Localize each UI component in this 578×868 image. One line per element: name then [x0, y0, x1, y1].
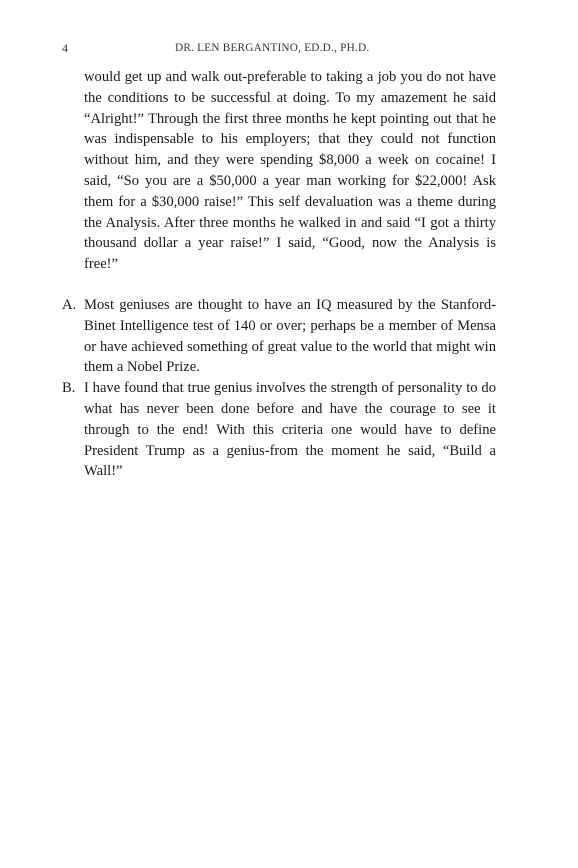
- list-item-b-text: I have found that true genius involves the strength of personality to do what has never been done before and have the courage to see it through to the end! With this criteria one would have to define President Trump as a genius-from the moment he said, “Build a Wall!”: [84, 380, 496, 480]
- list-marker-a: A.: [62, 297, 77, 313]
- lettered-list: [62, 295, 496, 482]
- page-number: 4: [62, 41, 68, 55]
- running-head: DR. LEN BERGANTINO, ED.D., PH.D.: [175, 42, 370, 54]
- page-header: [0, 40, 578, 56]
- body-paragraph: would get up and walk out-preferable to taking a job you do not have the conditions to be successful at doing. To my amazement he said “Alright!” Through the first three months he kept pointing out that he was indispensable to his employers; that they could not function without him, and they were spending $8,000 a week on cocaine! I said, “So you are a $50,000 a year man working for $22,000! Ask them for a $30,000 raise!” This self devaluation was a theme during the Analysis. After three months he walked in and said “I got a thirty thousand dollar a year raise!” I said, “Good, now the Analysis is free!”: [84, 69, 496, 273]
- list-marker-b: B.: [62, 380, 76, 397]
- list-item-a: [62, 295, 496, 378]
- list-item-b: [62, 378, 496, 482]
- list-item-a-text: Most geniuses are thought to have an IQ measured by the Stanford-Binet Intelligence test of 140 or over; perhaps be a member of Mensa or have achieved something of great value to the world that might win them a Nobel Prize.: [84, 297, 496, 376]
